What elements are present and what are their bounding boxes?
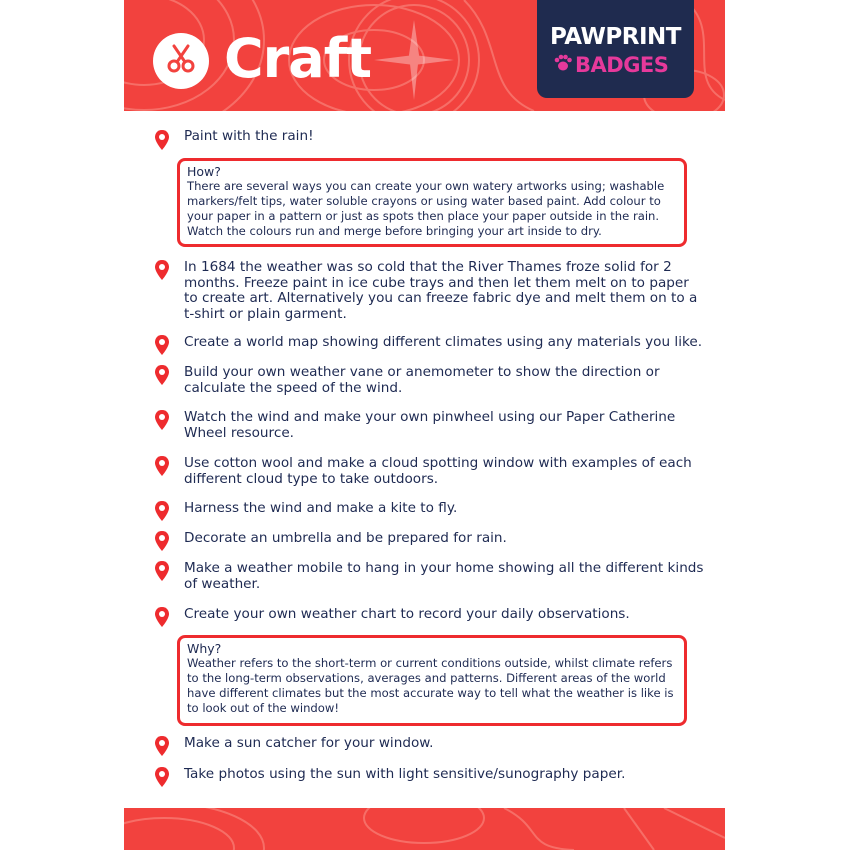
- brand-line1: PAWPRINT: [550, 24, 681, 50]
- brand-line2: BADGES: [575, 53, 669, 77]
- item-text: Make a sun catcher for your window.: [184, 735, 434, 751]
- item-text: Decorate an umbrella and be prepared for rain.: [184, 530, 507, 546]
- map-pin-icon: [154, 735, 170, 761]
- map-pin-icon: [154, 455, 170, 481]
- map-pin-icon: [154, 606, 170, 632]
- page-title: Craft: [224, 27, 372, 90]
- footer-banner: [124, 808, 725, 850]
- why-body: Weather refers to the short-term or current conditions outside, whilst climate refers to the long-term observations, averages and patterns. Different areas of the world have different climates but the most accurate way to tell what the weather is like is to look out of the window!: [187, 656, 674, 715]
- how-body: There are several ways you can create your own watery artworks using; washable markers/felt tips, water soluble crayons or using water based paint. Add colour to your paper in a pattern or just as spots then place your paper outside in the rain. Watch the colours run and merge before bringing your art inside to dry.: [187, 179, 665, 238]
- map-pin-icon: [154, 334, 170, 360]
- item-text: Make a weather mobile to hang in your home showing all the different kinds of weather.: [184, 560, 704, 592]
- item-text: Harness the wind and make a kite to fly.: [184, 500, 458, 516]
- how-box: [177, 158, 687, 247]
- item-text: Build your own weather vane or anemometer to show the direction or calculate the speed of the wind.: [184, 364, 660, 396]
- map-pin-icon: [154, 500, 170, 526]
- paw-icon: [553, 53, 573, 77]
- header-banner: [124, 0, 725, 111]
- map-pin-icon: [154, 129, 170, 155]
- scissors-icon: [164, 42, 198, 80]
- map-pin-icon: [154, 560, 170, 586]
- why-heading: Why?: [187, 641, 222, 656]
- craft-logo: [153, 33, 209, 89]
- why-box: [177, 635, 687, 726]
- item-text: Watch the wind and make your own pinwheel using our Paper Catherine Wheel resource.: [184, 409, 676, 441]
- pawprint-badges-logo: [537, 0, 694, 98]
- item-text: In 1684 the weather was so cold that the River Thames froze solid for 2 months. Freeze paint in ice cube trays and then let them melt on to paper to create art. Alternatively you can freeze fabric dye and melt them on to a t-shirt or plain garment.: [184, 259, 698, 322]
- item-text: Use cotton wool and make a cloud spotting window with examples of each different cloud type to take outdoors.: [184, 455, 692, 487]
- item-text: Take photos using the sun with light sensitive/sunography paper.: [184, 766, 626, 782]
- item-text: Create your own weather chart to record your daily observations.: [184, 606, 630, 622]
- how-heading: How?: [187, 164, 221, 179]
- item-text: Create a world map showing different climates using any materials you like.: [184, 334, 703, 350]
- map-pin-icon: [154, 409, 170, 435]
- activity-sheet: [124, 0, 725, 850]
- map-pin-icon: [154, 766, 170, 792]
- map-pin-icon: [154, 259, 170, 285]
- map-pin-icon: [154, 530, 170, 556]
- contour-pattern: [124, 808, 725, 850]
- map-pin-icon: [154, 364, 170, 390]
- item-text: Paint with the rain!: [184, 128, 314, 144]
